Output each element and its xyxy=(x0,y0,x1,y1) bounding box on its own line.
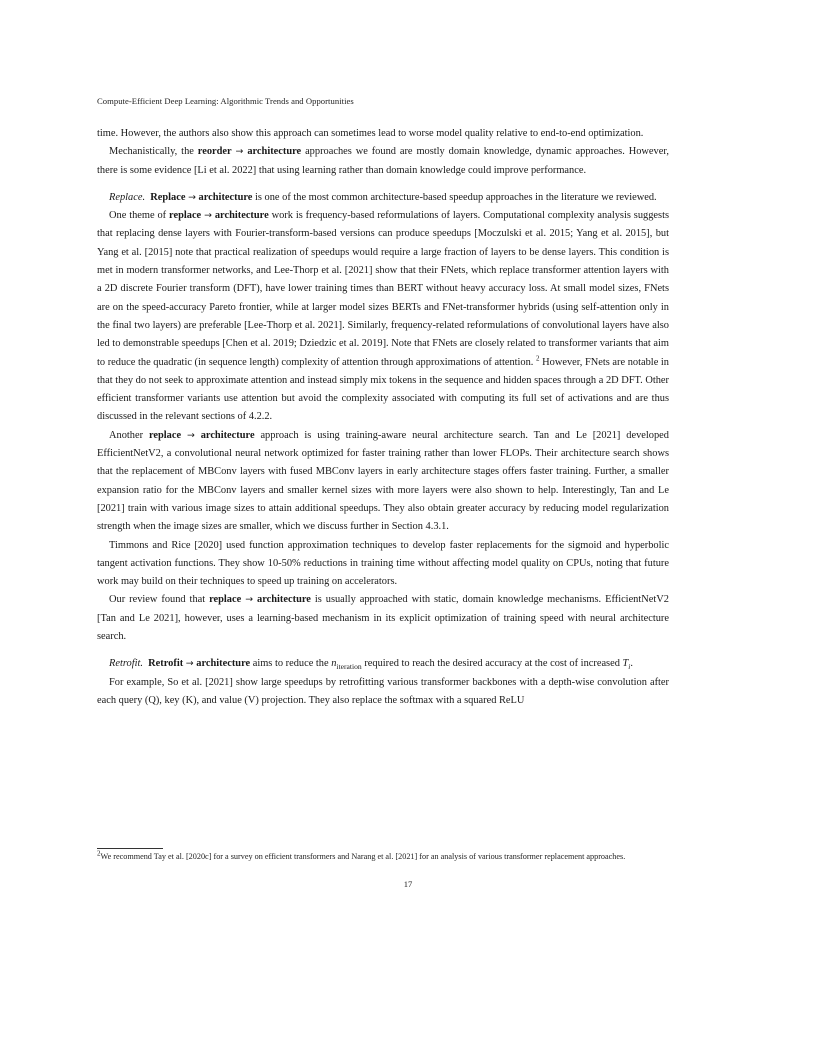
paragraph-retrofit-example: For example, So et al. [2021] show large speedups by retrofitting various transformer backbones with a depth-wise convolution after each query (Q), key (K), and value (V) projection. They also replace the softmax with a squared ReLU xyxy=(97,676,669,706)
term-architecture: architecture xyxy=(214,210,269,222)
paragraph-review xyxy=(97,591,669,646)
arrow-icon: → xyxy=(204,210,212,222)
arrow-icon: → xyxy=(235,146,244,158)
text-run: Mechanistically, the xyxy=(109,146,198,158)
text-run: However, FNets are notable in that they do not seek to approximate attention and instead simply mix tokens in the sequence and hidden spaces through a 2D DFT. Other efficient transformer variants use attention but avoid the complexity associated with computing its full set of activations and are thus discussed in the relevant sections of 4.2.2. xyxy=(97,356,669,423)
math-n-subscript: iteration xyxy=(336,662,362,672)
footnote-text: We recommend Tay et al. [2020c] for a survey on efficient transformers and Narang et al. [2021] for an analysis of various transformer replacement approaches. xyxy=(100,852,626,861)
text-run: is one of the most common architecture-based speedup approaches in the literature we reviewed. xyxy=(252,191,657,203)
math-t: T xyxy=(622,658,629,670)
body-text xyxy=(97,125,669,710)
paragraph-2 xyxy=(97,143,669,180)
text-run: approaches we found are mostly domain knowledge, dynamic approaches. However, there is some evidence [Li et al. 2022] that using learning rather than domain knowledge could improve performance. xyxy=(97,146,669,176)
term-replace: replace xyxy=(148,429,182,441)
term-replace: replace xyxy=(209,594,242,606)
arrow-icon: → xyxy=(185,658,194,670)
footnote-mark: 2 xyxy=(97,849,101,858)
text-run: approach is using training-aware neural architecture search. Tan and Le [2021] developed EfficientNetV2, a convolutional neural network optimized for faster training rather than lower FLOPs. Their architecture search shows that the replacement of MBConv layers with fused MBConv layers in early architecture stages offers faster training. Further, a smaller expansion ratio for the MBConv layers and smaller kernel sizes with more layers were also shown to help. Interestingly, Tan and Le [2021] train with various image sizes to attain additional speedups. They also obtain greater accuracy by reducing model regularization strength when the image sizes are smaller, which we discuss further in Section 4.3.1. xyxy=(97,429,669,533)
text-run: work is frequency-based reformulations of layers. Computational complexity analysis suggests that replacing dense layers with Fourier-transform-based versions can produce speedups [Moczulski et al. 2015; Yang et al. 2015], but Yang et al. [2015] note that practical realization of speedups would require a large fraction of layers to be dense layers. This condition is met in modern transformer networks, and Lee-Thorp et al. [2021] show that their FNets, which replace transformer attention layers with a 2D discrete Fourier transform (DFT), have lower training times than BERT without heavy accuracy loss. At small model sizes, FNets are on the speed-accuracy Pareto frontier, while at larger model sizes BERTs and FNet-transformer hybrids (using self-attention only in the final two layers) are preferable [Lee-Thorp et al. 2021]. Similarly, frequency-related reformulations of convolutional layers have also led to demonstrable speedups [Chen et al. 2019; Dziedzic et al. 2019]. Note that FNets are closely related to transformer variants that aim to reduce the quadratic (in sequence length) complexity of attention through approximations of attention. xyxy=(97,210,670,368)
term-architecture: architecture xyxy=(200,429,255,441)
page-number: 17 xyxy=(403,879,413,889)
text-run: Another xyxy=(109,429,149,441)
term-retrofit: Retrofit xyxy=(148,658,184,670)
paragraph-replace-intro xyxy=(97,189,669,207)
term-replace: replace xyxy=(169,210,202,222)
term-reorder: reorder xyxy=(197,146,232,158)
footnote-marker[interactable]: 2 xyxy=(536,354,540,363)
paragraph-activation: Timmons and Rice [2020] used function approximation techniques to develop faster replacements for the sigmoid and hyperbolic tangent activation functions. They show 10-50% reductions in training time without affecting model quality on CPUs, noting that future work may build on their techniques to speed up training on accelerators. xyxy=(97,539,669,588)
arrow-icon: → xyxy=(188,191,196,203)
text-run: . xyxy=(630,658,634,670)
term-replace: Replace xyxy=(150,191,186,203)
text-run: aims to reduce the xyxy=(250,658,332,670)
paragraph-frequency xyxy=(97,207,669,427)
paragraph-nas xyxy=(97,427,669,537)
math-t-subscript-i: i xyxy=(628,662,631,672)
text-run: is usually approached with static, domain knowledge mechanisms. EfficientNetV2 [Tan and Le 2021], however, uses a learning-based mechanism in its explicit optimization of training speed with neural architecture search. xyxy=(97,594,669,643)
term-architecture: architecture xyxy=(198,191,253,203)
running-header: Compute-Efficient Deep Learning: Algorithmic Trends and Opportunities xyxy=(97,96,354,106)
term-architecture: architecture xyxy=(196,658,251,670)
paragraph-heading-replace: Replace. xyxy=(109,191,146,203)
footnote-rule xyxy=(97,848,163,849)
term-architecture: architecture xyxy=(247,146,302,158)
math-n: n xyxy=(331,658,337,670)
paragraph-1: time. However, the authors also show this approach can sometimes lead to worse model quality relative to end-to-end optimization. xyxy=(97,128,644,139)
text-run: required to reach the desired accuracy at the cost of increased xyxy=(361,658,623,670)
text-run: One theme of xyxy=(109,210,170,222)
paragraph-retrofit-intro xyxy=(97,655,669,673)
arrow-icon: → xyxy=(245,594,254,606)
term-architecture: architecture xyxy=(257,594,311,606)
arrow-icon: → xyxy=(186,429,195,441)
paragraph-heading-retrofit: Retrofit. xyxy=(109,658,143,670)
footnote xyxy=(97,851,669,862)
text-run: Our review found that xyxy=(109,594,210,606)
